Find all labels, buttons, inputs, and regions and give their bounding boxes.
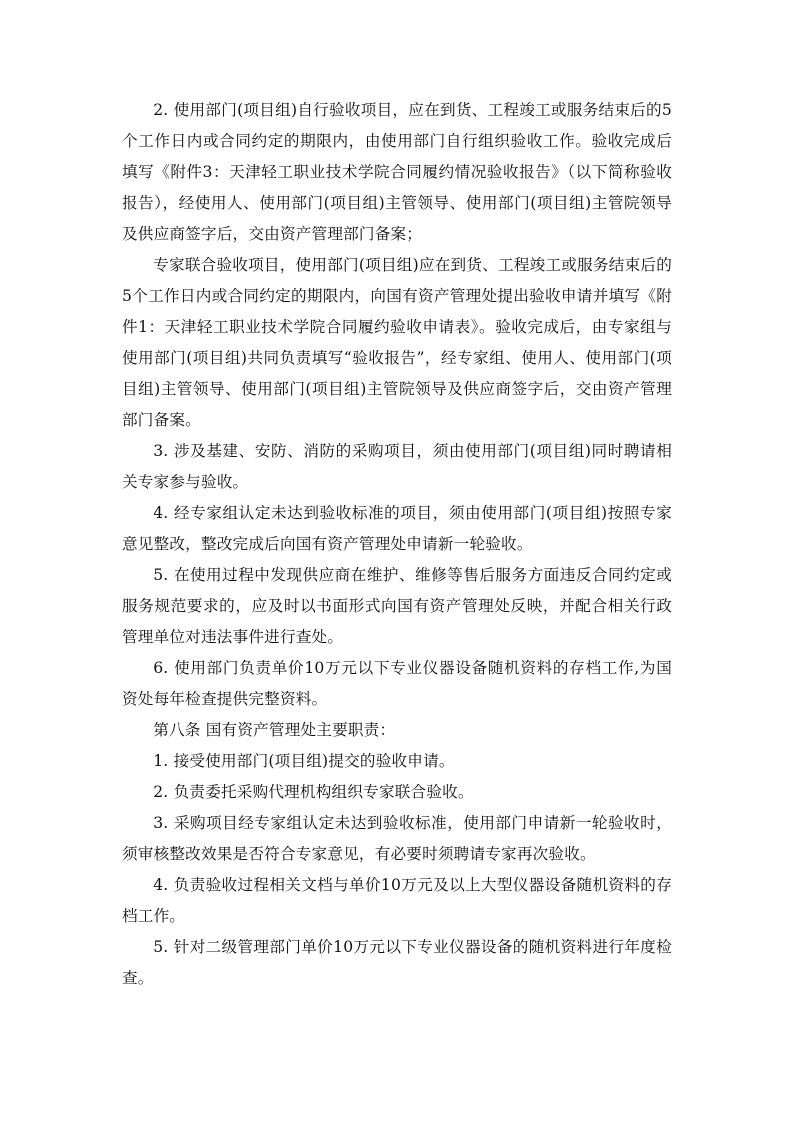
article-8-item-2: 2. 负责委托采购代理机构组织专家联合验收。	[153, 783, 474, 801]
paragraph-acceptance-expert: 专家联合验收项目，使用部门(项目组)应在到货、工程竣工或服务结束后的5个工作日内或合同约定的期限内，向国有资产管理处提出验收申请并填写《附件1：天津轻工职业技术学院合同履约验收申请表》。验收完成后，由专家组与使用部门(项目组)共同负责填写“验收报告”，经专家组、使用人、使用部门(项目组)主管领导、使用部门(项目组)主管院领导及供应商签字后，交由资产管理部门备案。	[122, 256, 672, 429]
article-8-heading: 第八条 国有资产管理处主要职责：	[153, 721, 396, 739]
article-8-item-4: 4. 负责验收过程相关文档与单价10万元及以上大型仪器设备随机资料的存档工作。	[122, 876, 672, 925]
paragraph-item-6: 6. 使用部门负责单价10万元以下专业仪器设备随机资料的存档工作,为国资处每年检查提供完整资料。	[122, 659, 672, 708]
paragraph-item-3: 3. 涉及基建、安防、消防的采购项目，须由使用部门(项目组)同时聘请相关专家参与验收。	[122, 442, 672, 491]
article-8-item-5: 5. 针对二级管理部门单价10万元以下专业仪器设备的随机资料进行年度检查。	[122, 938, 672, 987]
document-body	[122, 95, 672, 994]
paragraph-item-4: 4. 经专家组认定未达到验收标准的项目，须由使用部门(项目组)按照专家意见整改，整改完成后向国有资产管理处申请新一轮验收。	[122, 504, 672, 553]
article-8-item-3: 3. 采购项目经专家组认定未达到验收标准，使用部门申请新一轮验收时，须审核整改效果是否符合专家意见，有必要时须聘请专家再次验收。	[122, 814, 672, 863]
paragraph-item-5: 5. 在使用过程中发现供应商在维护、维修等售后服务方面违反合同约定或服务规范要求的，应及时以书面形式向国有资产管理处反映，并配合相关行政管理单位对违法事件进行查处。	[122, 566, 672, 646]
article-8-item-1: 1. 接受使用部门(项目组)提交的验收申请。	[153, 752, 455, 770]
paragraph-acceptance-self: 2. 使用部门(项目组)自行验收项目，应在到货、工程竣工或服务结束后的5个工作日内或合同约定的期限内，由使用部门自行组织验收工作。验收完成后填写《附件3：天津轻工职业技术学院合同履约情况验收报告》（以下简称验收报告），经使用人、使用部门(项目组)主管领导、使用部门(项目组)主管院领导及供应商签字后，交由资产管理部门备案；	[122, 101, 672, 243]
